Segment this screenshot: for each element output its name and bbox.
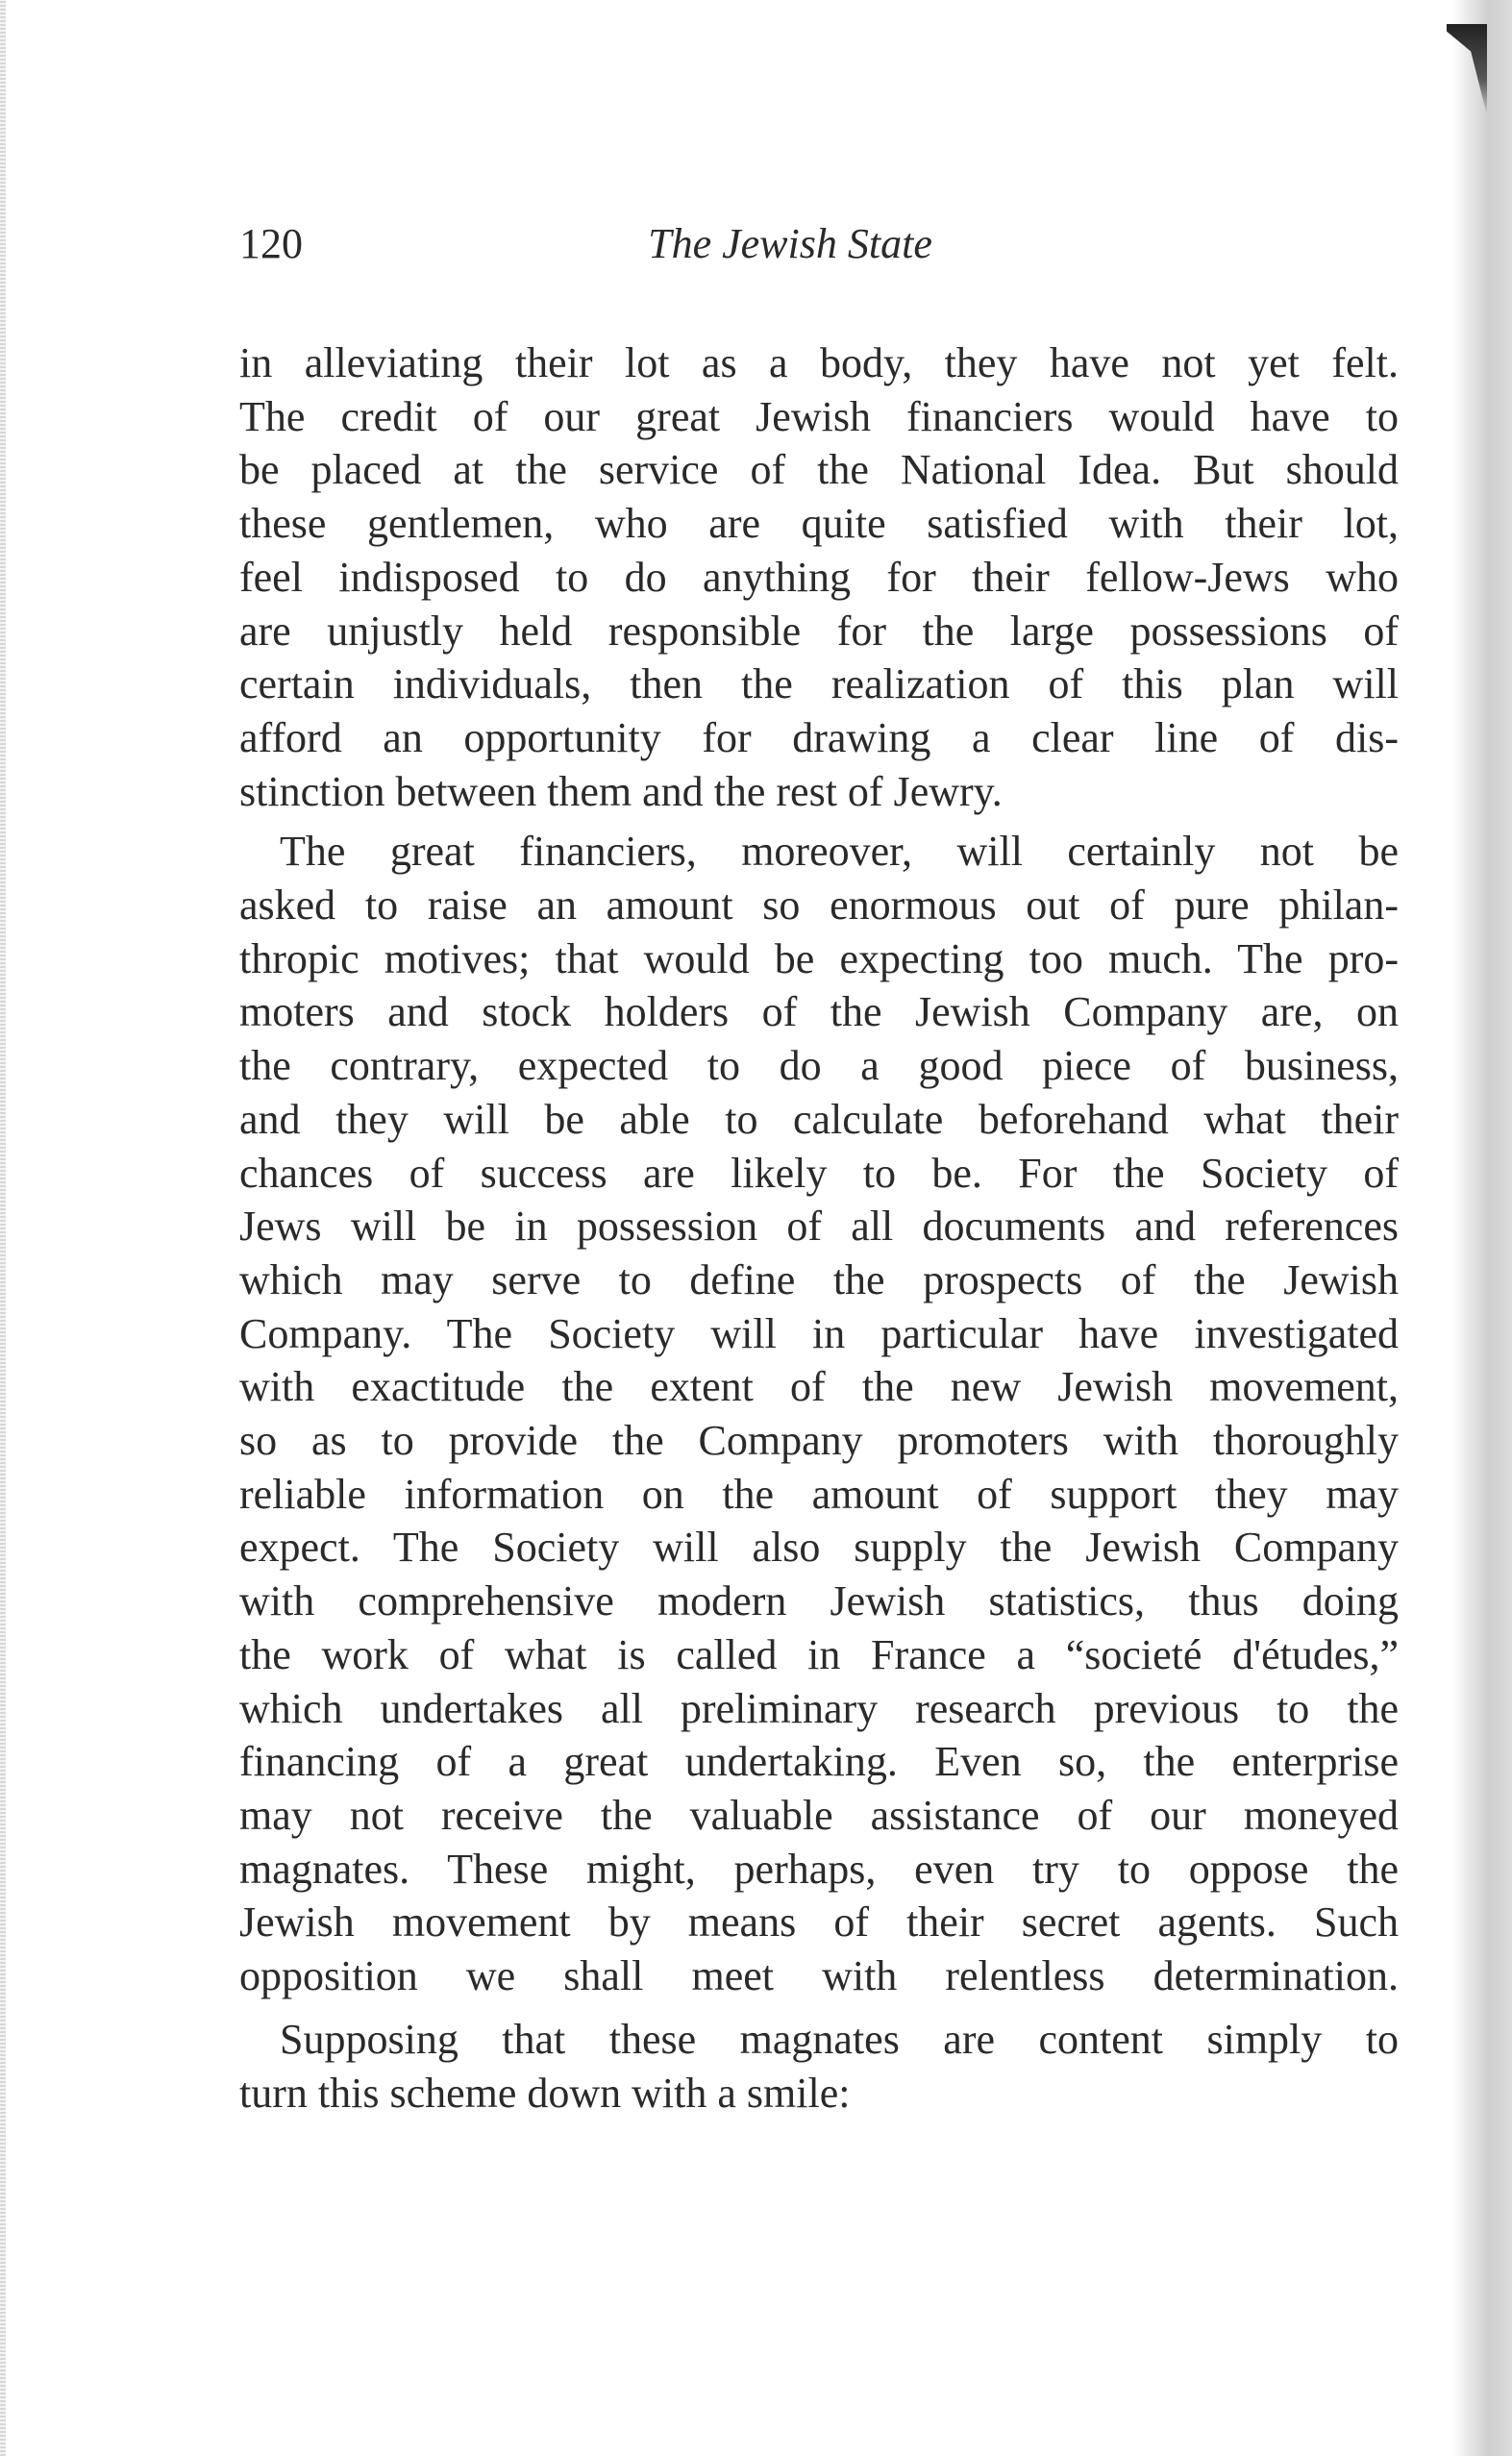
page-number: 120 — [239, 220, 303, 267]
text-line: The credit of our great Jewish financiers would have to — [239, 392, 1399, 440]
page-gutter-shadow — [1452, 0, 1512, 2456]
text-line: opposition we shall meet with relentless determination. — [239, 1952, 1399, 2000]
text-line: Jews will be in possession of all documents and references — [239, 1203, 1399, 1251]
text-line: certain individuals, then the realization of this plan will — [239, 660, 1399, 708]
text-line: expect. The Society will also supply the Jewish Company — [239, 1524, 1399, 1572]
text-line: afford an opportunity for drawing a clear line of dis- — [239, 713, 1399, 761]
text-line: reliable information on the amount of support they may — [239, 1470, 1399, 1518]
text-line: are unjustly held responsible for the large possessions of — [239, 607, 1399, 655]
text-line: magnates. These might, perhaps, even try to oppose the — [239, 1845, 1399, 1893]
text-line: which undertakes all preliminary research previous to the — [239, 1684, 1399, 1732]
text-line: with exactitude the extent of the new Jewish movement, — [239, 1363, 1399, 1411]
text-line: and they will be able to calculate beforehand what their — [239, 1095, 1399, 1143]
paragraph — [239, 825, 1399, 2002]
text-line: the contrary, expected to do a good piece of business, — [239, 1042, 1399, 1090]
text-line: asked to raise an amount so enormous out of pure philan- — [239, 881, 1399, 930]
text-line: financing of a great undertaking. Even so, the enterprise — [239, 1738, 1399, 1786]
paragraph — [239, 336, 1399, 818]
body-text — [239, 336, 1399, 2126]
text-line: in alleviating their lot as a body, they have not yet felt. — [239, 339, 1399, 386]
text-line: Supposing that these magnates are content simply to — [280, 2015, 1399, 2063]
text-line: stinction between them and the rest of Jewry. — [239, 767, 1003, 815]
text-line: The great financiers, moreover, will certainly not be — [280, 828, 1399, 876]
text-line: so as to provide the Company promoters with thoroughly — [239, 1417, 1399, 1465]
text-line: these gentlemen, who are quite satisfied with their lot, — [239, 500, 1399, 548]
text-line: be placed at the service of the National Idea. But should — [239, 446, 1399, 494]
text-line: thropic motives; that would be expecting too much. The pro- — [239, 934, 1399, 982]
text-line: chances of success are likely to be. For the Society of — [239, 1149, 1399, 1197]
text-line: moters and stock holders of the Jewish Company are, on — [239, 988, 1399, 1036]
text-line: which may serve to define the prospects of the Jewish — [239, 1255, 1399, 1303]
text-line: may not receive the valuable assistance of our moneyed — [239, 1791, 1399, 1839]
text-line: Company. The Society will in particular have investigated — [239, 1309, 1399, 1357]
text-line: turn this scheme down with a smile: — [239, 2069, 851, 2117]
text-line: the work of what is called in France a “societé d'études,” — [239, 1630, 1399, 1678]
page-left-edge — [0, 0, 6, 2456]
paragraph — [239, 2013, 1399, 2120]
text-line: Jewish movement by means of their secret agents. Such — [239, 1898, 1399, 1947]
running-title: The Jewish State — [648, 220, 932, 267]
text-line: feel indisposed to do anything for their fellow-Jews who — [239, 553, 1399, 601]
text-line: with comprehensive modern Jewish statistics, thus doing — [239, 1577, 1399, 1625]
running-header — [239, 219, 1399, 273]
